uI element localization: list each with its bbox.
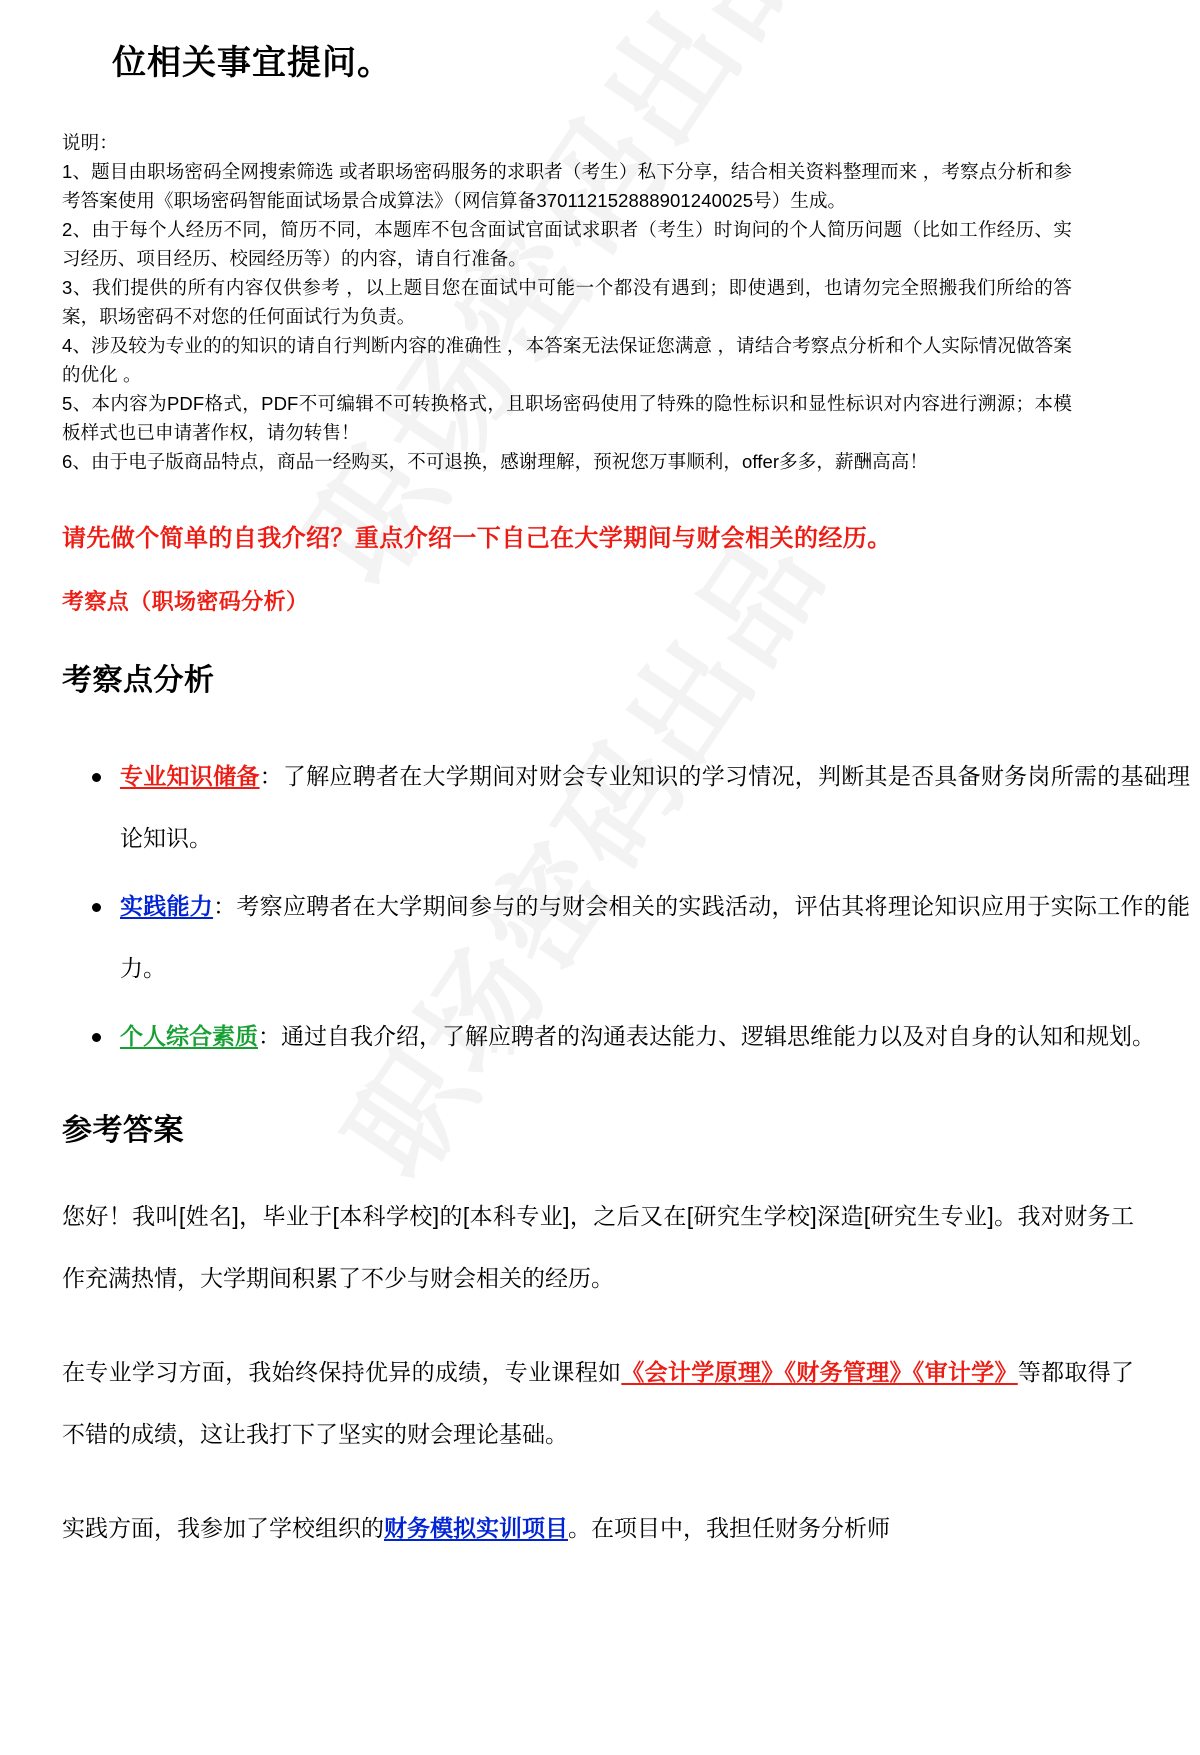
note-item: 6、由于电子版商品特点，商品一经购买，不可退换，感谢理解，预祝您万事顺利，offer多多，薪酬高高！ [62, 451, 928, 472]
answer-heading: 参考答案 [62, 1114, 184, 1147]
analysis-text: 通过自我介绍，了解应聘者的沟通表达能力、逻辑思维能力以及对自身的认知和规划。 [281, 1023, 1155, 1049]
answer-paragraph [62, 1341, 1134, 1465]
answer-body [62, 1185, 1134, 1591]
list-item [120, 1005, 1190, 1067]
list-item [120, 745, 1190, 869]
note-item: 1、题目由职场密码全网搜索筛选 或者职场密码服务的求职者（考生）私下分享，结合相关资料整理而来 ，考察点分析和参考答案使用《职场密码智能面试场景合成算法》（网信算备370112152888901240025号）生成。 [62, 161, 1072, 211]
analysis-separator: ： [259, 763, 283, 789]
note-item: 4、涉及较为专业的的知识的请自行判断内容的准确性 ，本答案无法保证您满意 ，请结合考察点分析和个人实际情况做答案的优化 。 [62, 335, 1072, 385]
answer-text: 在专业学习方面，我始终保持优异的成绩，专业课程如 [62, 1359, 622, 1385]
project-name: 财务模拟实训项目 [384, 1515, 568, 1541]
course-names: 《会计学原理》《财务管理》《审计学》 [621, 1359, 1018, 1385]
answer-paragraph: 您好！我叫[姓名]，毕业于[本科学校]的[本科专业]，之后又在[研究生学校]深造[研究生专业]。我对财务工作充满热情，大学期间积累了不少与财会相关的经历。 [62, 1203, 1134, 1291]
analysis-list [62, 745, 1190, 1073]
note-item: 5、本内容为PDF格式，PDF不可编辑不可转换格式，且职场密码使用了特殊的隐性标识和显性标识对内容进行溯源；本模板样式也已申请著作权，请勿转售！ [62, 393, 1072, 443]
analysis-separator: ： [258, 1023, 281, 1049]
analysis-text: 考察应聘者在大学期间参与的与财会相关的实践活动，评估其将理论知识应用于实际工作的能力。 [120, 893, 1191, 981]
analysis-term: 个人综合素质 [120, 1023, 258, 1049]
notes-title: 说明： [62, 132, 118, 153]
answer-text: 实践方面，我参加了学校组织的 [62, 1515, 384, 1541]
analysis-text: 了解应聘者在大学期间对财会专业知识的学习情况，判断其是否具备财务岗所需的基础理论知识。 [120, 763, 1191, 851]
list-item [120, 875, 1190, 999]
answer-text: 。在项目中，我担任财务分析师 [568, 1515, 890, 1541]
analysis-term: 专业知识储备 [120, 763, 260, 789]
answer-text: 等都取得了不错的成绩，这让我打下了坚实的财会理论基础。 [62, 1359, 1135, 1447]
answer-paragraph [62, 1497, 1134, 1559]
analysis-separator: ： [213, 893, 237, 919]
notes-block [62, 128, 1072, 476]
note-item: 2、由于每个人经历不同，简历不同，本题库不包含面试官面试求职者（考生）时询问的个人简历问题（比如工作经历、实习经历、项目经历、校园经历等）的内容，请自行准备。 [62, 219, 1072, 269]
analysis-heading: 考察点分析 [62, 664, 215, 697]
assessment-label: 考察点（职场密码分析） [62, 589, 309, 614]
note-item: 3、我们提供的所有内容仅供参考 ，以上题目您在面试中可能一个都没有遇到；即使遇到，也请勿完全照搬我们所给的答案，职场密码不对您的任何面试行为负责。 [62, 277, 1072, 327]
interview-question: 请先做个简单的自我介绍？重点介绍一下自己在大学期间与财会相关的经历。 [62, 525, 892, 552]
analysis-term: 实践能力 [120, 893, 214, 919]
top-heading-fragment: 位相关事宜提问。 [112, 44, 392, 82]
